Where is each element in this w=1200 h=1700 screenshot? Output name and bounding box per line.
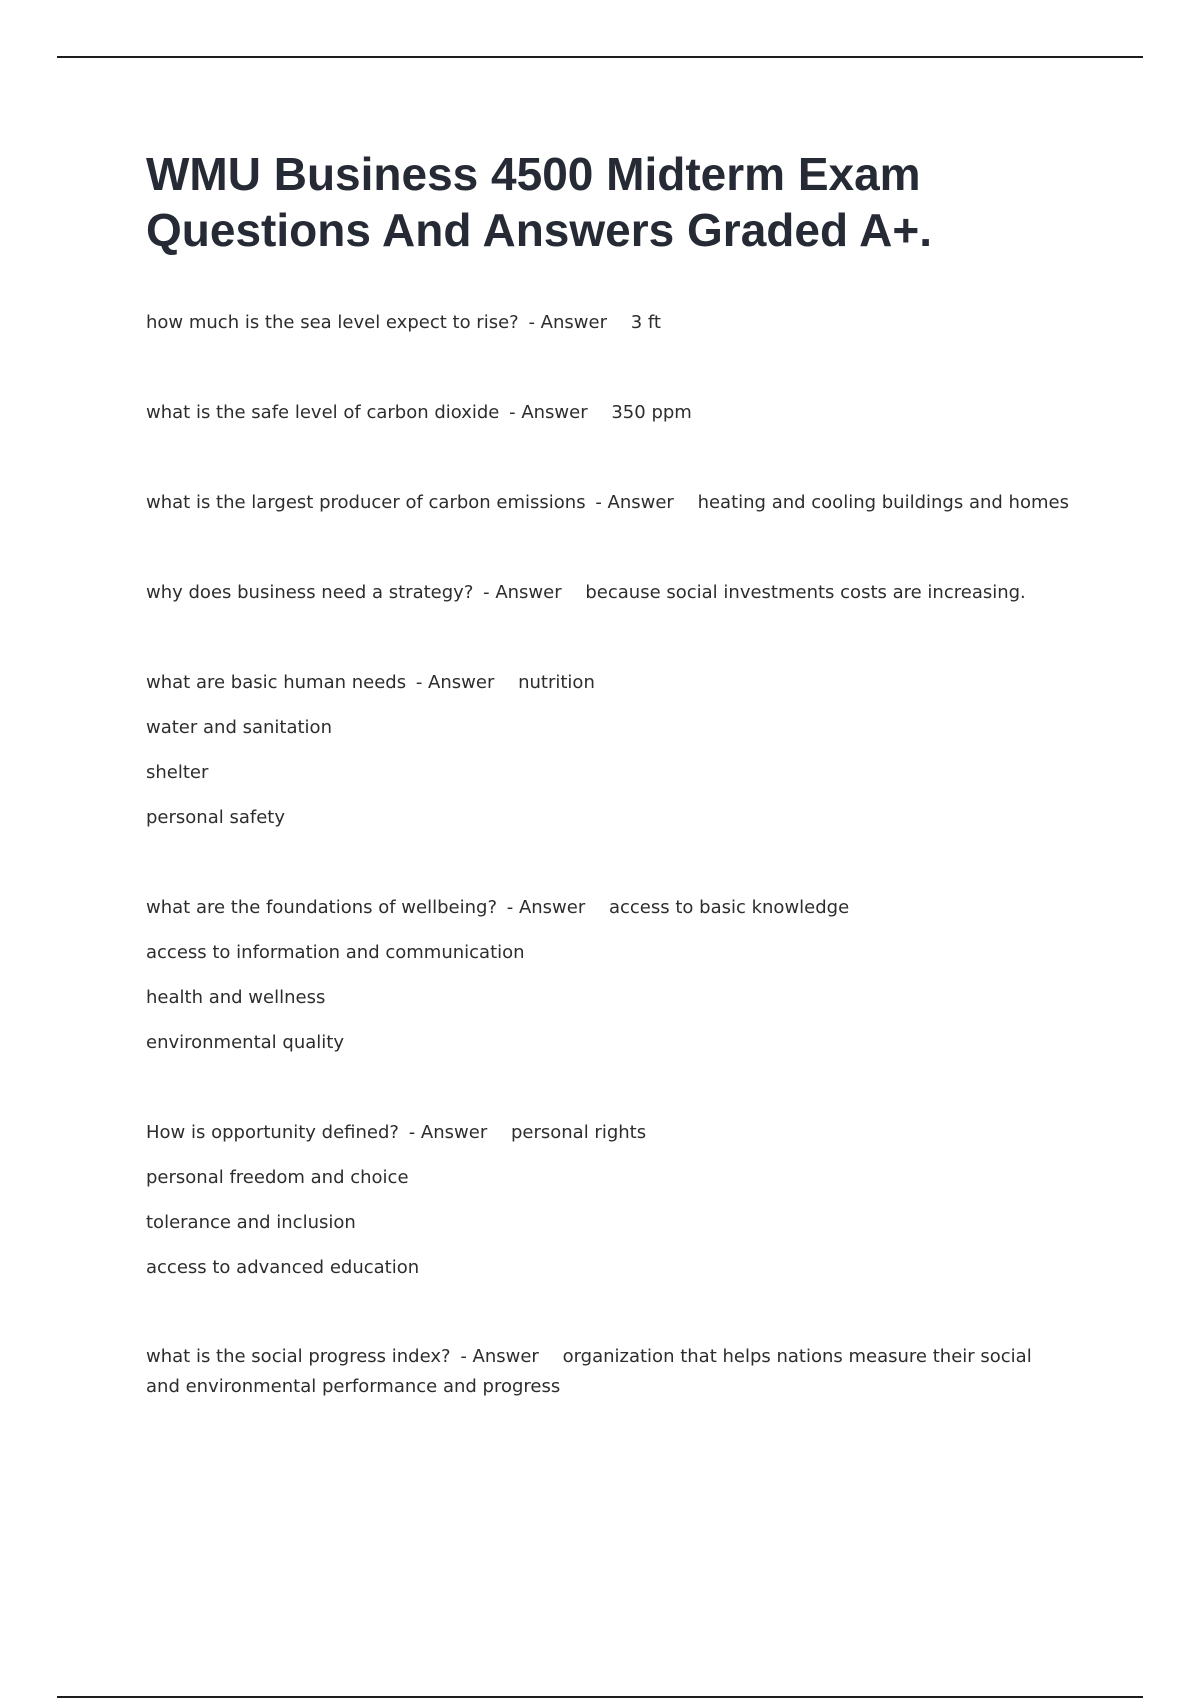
qa-first-line: [146, 390, 1066, 435]
question-text: why does business need a strategy?: [146, 582, 474, 603]
answer-separator: - Answer: [528, 312, 607, 333]
question-text: what is the safe level of carbon dioxide: [146, 402, 500, 423]
qa-first-line: [146, 660, 1066, 705]
question-text: what are the foundations of wellbeing?: [146, 897, 497, 918]
answer-separator: - Answer: [483, 582, 562, 603]
question-text: what is the social progress index?: [146, 1346, 451, 1367]
answer-text: 350 ppm: [611, 402, 692, 423]
qa-first-line: [146, 300, 1066, 345]
question-text: how much is the sea level expect to rise?: [146, 312, 519, 333]
answer-line: access to advanced education: [146, 1257, 420, 1278]
answer-line: health and wellness: [146, 987, 326, 1008]
qa-list: [146, 300, 1069, 1447]
answer-separator: - Answer: [460, 1346, 539, 1367]
document-title: WMU Business 4500 Midterm Exam Questions And Answers Graded A+.: [146, 148, 932, 256]
qa-first-line: [146, 570, 1066, 615]
answer-text: nutrition: [518, 672, 595, 693]
qa-first-line: [146, 1110, 1066, 1155]
answer-text: organization that helps nations measure their social and environmental performance and progress: [146, 1346, 1032, 1397]
answer-separator: - Answer: [415, 672, 495, 693]
qa-item: [146, 390, 1066, 435]
answer-line: tolerance and inclusion: [146, 1212, 356, 1233]
qa-item: [146, 1110, 1066, 1290]
answer-line: shelter: [146, 762, 209, 783]
answer-line: environmental quality: [146, 1032, 344, 1053]
qa-item: [146, 300, 1066, 345]
footer-rule: [57, 1696, 1143, 1698]
qa-item: [146, 1335, 1066, 1402]
answer-line: water and sanitation: [146, 717, 332, 738]
answer-separator: - Answer: [408, 1122, 488, 1143]
answer-separator: - Answer: [506, 897, 586, 918]
qa-item: [146, 660, 1066, 840]
answer-line: access to information and communication: [146, 942, 525, 963]
qa-first-line: [146, 1335, 1066, 1402]
qa-item: [146, 885, 1066, 1065]
qa-item: [146, 570, 1066, 615]
answer-text: heating and cooling buildings and homes: [697, 492, 1069, 513]
qa-first-line: [146, 885, 1066, 930]
question-text: what are basic human needs: [146, 672, 407, 693]
qa-item: [146, 480, 1069, 525]
header-rule: [57, 56, 1143, 58]
qa-first-line: [146, 480, 1069, 525]
answer-text: personal rights: [510, 1122, 647, 1143]
answer-text: access to basic knowledge: [608, 897, 850, 918]
answer-text: 3 ft: [630, 312, 661, 333]
answer-separator: - Answer: [509, 402, 588, 423]
answer-separator: - Answer: [595, 492, 674, 513]
answer-line: personal safety: [146, 807, 285, 828]
answer-line: personal freedom and choice: [146, 1167, 409, 1188]
question-text: How is opportunity defined?: [146, 1122, 399, 1143]
answer-text: because social investments costs are increasing.: [585, 582, 1026, 603]
question-text: what is the largest producer of carbon emissions: [146, 492, 586, 513]
